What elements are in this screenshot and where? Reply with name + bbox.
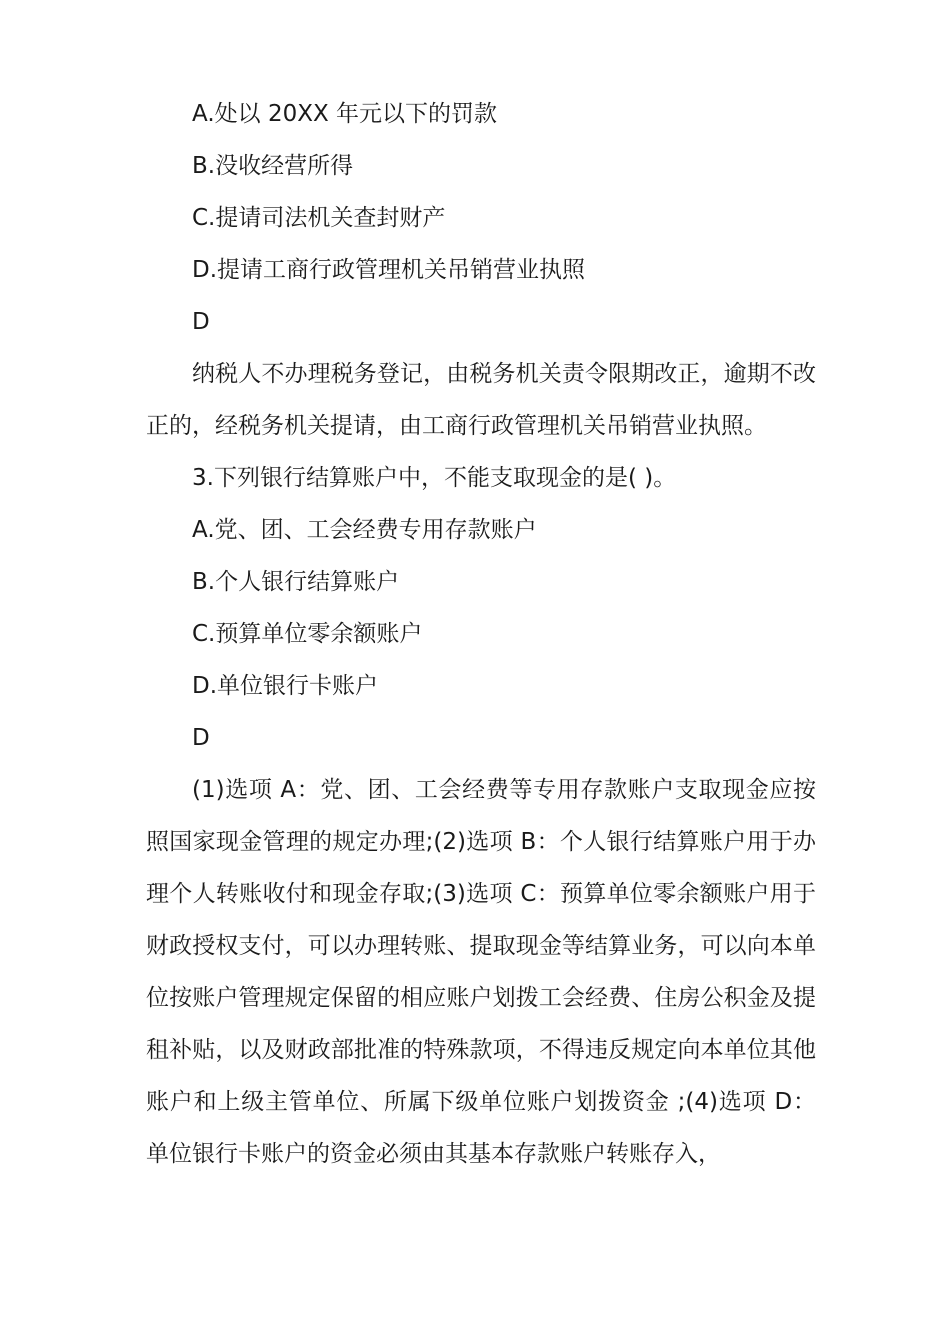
option-a-penalty: A.处以 20XX 年元以下的罚款 <box>192 101 498 127</box>
q3-option-d: D.单位银行卡账户 <box>192 673 379 699</box>
answer-line: D <box>192 309 210 335</box>
q3-answer-line: D <box>192 725 210 751</box>
option-c-seal-property: C.提请司法机关查封财产 <box>192 205 446 231</box>
option-d-revoke-license: D.提请工商行政管理机关吊销营业执照 <box>192 257 586 283</box>
document-body <box>146 88 816 1180</box>
q3-option-c: C.预算单位零余额账户 <box>192 621 423 647</box>
q3-option-a: A.党、团、工会经费专用存款账户 <box>192 517 537 543</box>
option-b-confiscate: B.没收经营所得 <box>192 153 354 179</box>
q3-explanation-paragraph: (1)选项 A：党、团、工会经费等专用存款账户支取现金应按照国家现金管理的规定办理;(2)选项 B：个人银行结算账户用于办理个人转账收付和现金存取;(3)选项 C：预算单位零余额账户用于财政授权支付，可以办理转账、提取现金等结算业务，可以向本单位按账户管理规定保留的相应账户划拨工会经费、住房公积金及提租补贴，以及财政部批准的特殊款项，不得违反规定向本单位其他账户和上级主管单位、所属下级单位账户划拨资金 ;(4)选项 D：单位银行卡账户的资金必须由其基本存款账户转账存入， <box>146 777 816 1167</box>
explanation-paragraph: 纳税人不办理税务登记，由税务机关责令限期改正，逾期不改正的，经税务机关提请，由工商行政管理机关吊销营业执照。 <box>146 361 816 439</box>
q3-option-b: B.个人银行结算账户 <box>192 569 400 595</box>
question-3: 3.下列银行结算账户中，不能支取现金的是( )。 <box>192 465 677 491</box>
